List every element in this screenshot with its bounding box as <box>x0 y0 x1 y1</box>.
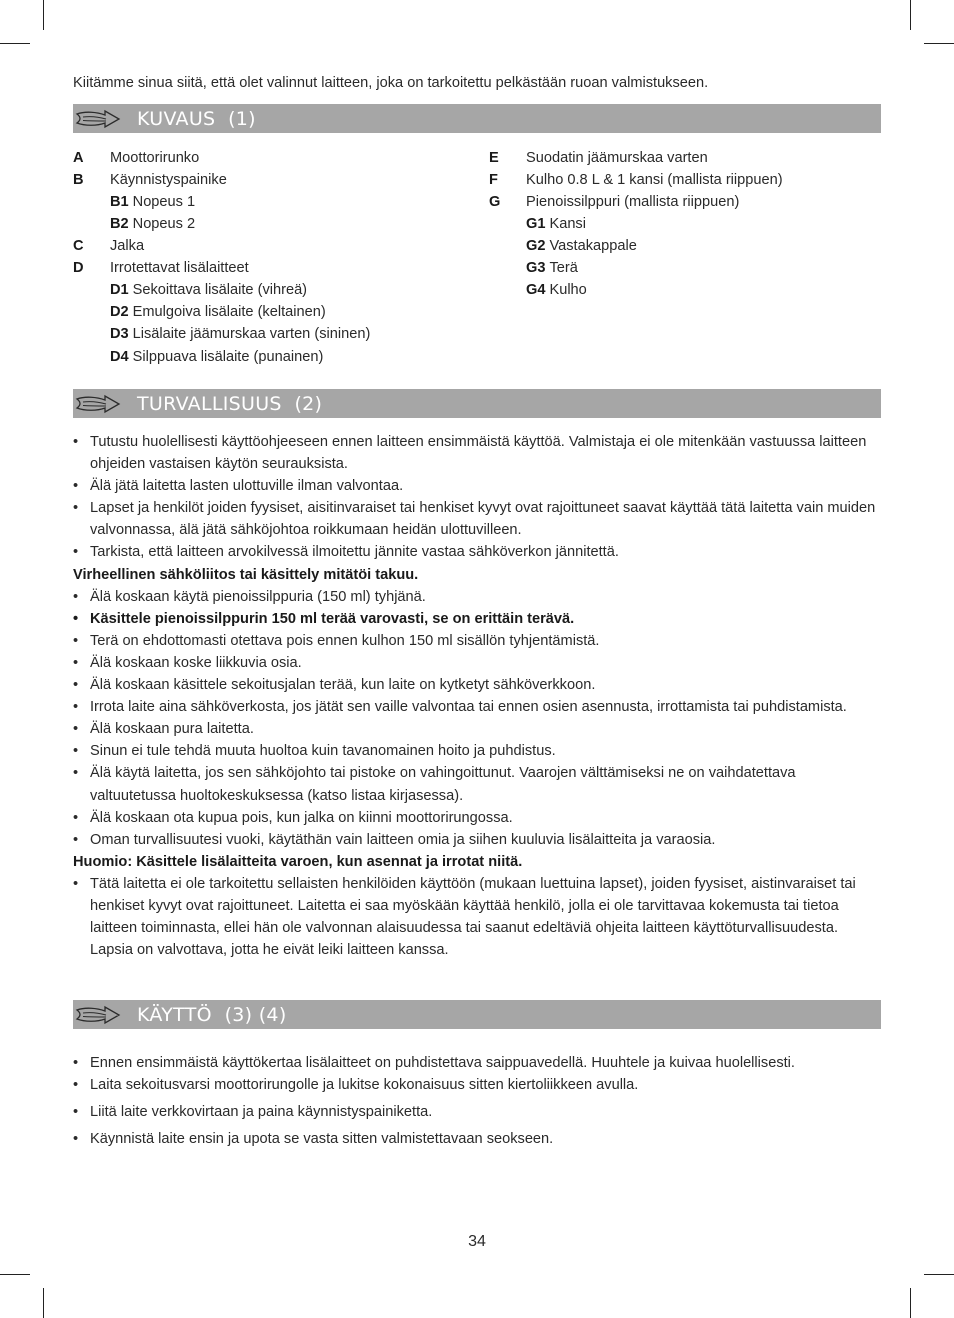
safety-note: Virheellinen sähköliitos tai käsittely mitätöi takuu. <box>73 566 419 583</box>
part-item <box>73 191 370 213</box>
part-subkey: D2 <box>110 304 129 320</box>
safety-item: • Terä on ehdottomasti otettava pois ennen kulhon 150 ml sisällön tyhjentämistä. <box>73 630 883 652</box>
part-label: Silppuava lisälaite (punainen) <box>132 348 324 365</box>
safety-item: • Älä koskaan pura laitetta. <box>73 718 883 740</box>
part-label: Vastakappale <box>549 238 637 254</box>
safety-item: • Tutustu huolellisesti käyttöohjeeseen ennen laitteen ensimmäistä käyttöä. Valmistaja ei ole mitenkään vastuussa laitteen ohjeiden vastaisen käytön seurauksista. <box>73 431 883 475</box>
arrow-hand-icon <box>75 1004 121 1026</box>
crop-mark <box>924 1274 954 1275</box>
part-item <box>73 346 370 369</box>
arrow-hand-icon <box>75 108 121 130</box>
safety-item: • Lapset ja henkilöt joiden fyysiset, aisitinvaraiset tai henkiset kyvyt ovat rajoittuneet saavat käyttää tätä laitetta vain muiden valvonnassa, älä jätä sähköjohtoa roikkumaan heidän ulottuvilleen. <box>73 497 883 541</box>
part-item <box>489 235 783 257</box>
part-subkey: G2 <box>526 238 546 254</box>
part-item <box>73 235 370 257</box>
safety-item: • Älä koskaan koske liikkuvia osia. <box>73 652 883 674</box>
section-header-usage <box>73 1000 881 1029</box>
part-subkey: D1 <box>110 282 129 298</box>
safety-item: • Älä käytä laitetta, jos sen sähköjohto tai pistoke on vahingoittunut. Vaarojen välttämiseksi ne on vaihdatettava valtuutetussa huoltokeskuksessa (katso listaa kirjasessa). <box>73 762 883 806</box>
crop-mark <box>43 1288 44 1318</box>
usage-item: • Käynnistä laite ensin ja upota se vasta sitten valmistettavaan seokseen. <box>73 1128 883 1150</box>
part-label: Emulgoiva lisälaite (keltainen) <box>132 304 326 320</box>
part-subkey: G1 <box>526 216 546 232</box>
part-label: Nopeus 2 <box>132 216 196 232</box>
part-label: Irrotettavat lisälaitteet <box>110 260 249 276</box>
parts-list-left <box>73 147 370 368</box>
part-key: G <box>489 194 501 210</box>
section-title: KUVAUS (1) <box>137 107 256 130</box>
crop-mark <box>0 43 30 44</box>
part-subkey: G4 <box>526 282 546 298</box>
part-label: Nopeus 1 <box>132 194 196 210</box>
part-key: E <box>489 150 499 166</box>
page-number: 34 <box>468 1233 486 1250</box>
crop-mark <box>910 0 911 30</box>
part-item <box>489 257 783 279</box>
safety-item: • Älä jätä laitetta lasten ulottuville ilman valvontaa. <box>73 475 883 497</box>
part-label: Kulho <box>549 282 587 298</box>
usage-item: • Liitä laite verkkovirtaan ja paina käynnistyspainiketta. <box>73 1101 883 1123</box>
part-item <box>489 213 783 235</box>
crop-mark <box>43 0 44 30</box>
part-item <box>73 279 370 301</box>
part-item <box>73 147 370 169</box>
safety-item: • Älä koskaan käytä pienoissilppuria (150 ml) tyhjänä. <box>73 586 883 608</box>
usage-list <box>73 1052 883 1150</box>
part-key: A <box>73 150 84 166</box>
part-label: Käynnistyspainike <box>110 172 227 188</box>
safety-item: • Oman turvallisuutesi vuoki, käytäthän vain laitteen omia ja siihen kuuluvia lisälaitteita ja varaosia. <box>73 829 883 851</box>
part-label: Kansi <box>549 216 586 232</box>
section-title: KÄYTTÖ (3) (4) <box>137 1003 287 1026</box>
parts-list-right <box>489 147 783 301</box>
part-label: Kulho 0.8 L & 1 kansi (mallista riippuen) <box>526 172 783 188</box>
crop-mark <box>910 1288 911 1318</box>
part-item <box>73 213 370 235</box>
part-subkey: B2 <box>110 216 129 232</box>
part-item <box>73 301 370 323</box>
part-item <box>73 323 370 346</box>
part-key: B <box>73 172 84 188</box>
section-header-description <box>73 104 881 133</box>
intro-text: Kiitämme sinua siitä, että olet valinnut laitteen, joka on tarkoitettu pelkästään ruoan valmistukseen. <box>73 75 709 91</box>
part-key: F <box>489 172 498 188</box>
part-label: Lisälaite jäämurskaa varten (sininen) <box>132 326 371 342</box>
part-item <box>489 147 783 169</box>
part-subkey: G3 <box>526 260 546 276</box>
part-subkey: D3 <box>110 326 129 342</box>
part-item <box>489 191 783 213</box>
arrow-hand-icon <box>75 393 121 415</box>
crop-mark <box>0 1274 30 1275</box>
safety-item: • Tarkista, että laitteen arvokilvessä ilmoitettu jännite vastaa sähköverkon jännitettä. <box>73 541 883 563</box>
part-item <box>73 169 370 191</box>
safety-item: • Käsittele pienoissilppurin 150 ml terää varovasti, se on erittäin terävä. <box>73 608 883 630</box>
safety-item: • Älä koskaan ota kupua pois, kun jalka on kiinni moottorirungossa. <box>73 807 883 829</box>
part-subkey: B1 <box>110 194 129 210</box>
safety-item: • Älä koskaan käsittele sekoitusjalan terää, kun laite on kytketyt sähköverkkoon. <box>73 674 883 696</box>
safety-item: • Sinun ei tule tehdä muuta huoltoa kuin tavanomainen hoito ja puhdistus. <box>73 740 883 762</box>
part-key: C <box>73 238 84 254</box>
part-label: Suodatin jäämurskaa varten <box>526 150 708 166</box>
part-label: Pienoissilppuri (mallista riippuen) <box>526 194 740 210</box>
part-key: D <box>73 260 84 276</box>
part-subkey: D4 <box>110 348 129 365</box>
safety-item: • Irrota laite aina sähköverkosta, jos jätät sen vaille valvontaa tai ennen osien asennusta, irrottamista tai puhdistamista. <box>73 696 883 718</box>
safety-note: Huomio: Käsittele lisälaitteita varoen, kun asennat ja irrotat niitä. <box>73 853 523 870</box>
part-label: Jalka <box>110 238 145 254</box>
part-item <box>489 169 783 191</box>
part-label: Sekoittava lisälaite (vihreä) <box>132 282 308 298</box>
part-label: Terä <box>549 260 578 276</box>
section-header-safety <box>73 389 881 418</box>
part-item <box>489 279 783 301</box>
part-item <box>73 257 370 279</box>
usage-item: • Ennen ensimmäistä käyttökertaa lisälaitteet on puhdistettava saippuavedellä. Huuhtele ja kuivaa huolellisesti. <box>73 1052 883 1074</box>
part-label: Moottorirunko <box>110 150 200 166</box>
crop-mark <box>924 43 954 44</box>
safety-item: • Tätä laitetta ei ole tarkoitettu sellaisten henkilöiden käyttöön (mukaan luettuina lapset), joiden fyysiset, aistinvaraiset tai henkiset kyvyt ovat rajoittuneet. Laitetta ei saa myöskään käyttää henkilö, jolla ei ole tarvittavaa kokemusta tai tietoa laitteen toiminnasta, ellei hän ole valvonnan alaisuudessa tai saanut edeltäviä ohjeita laitteen käyttöturvallisuudesta. Lapsia on valvottava, jotta he eivät leiki laitteen kanssa. <box>73 873 883 961</box>
section-title: TURVALLISUUS (2) <box>137 392 323 415</box>
usage-item: • Laita sekoitusvarsi moottorirungolle ja lukitse kokonaisuus sitten kiertoliikkeen avulla. <box>73 1074 883 1096</box>
safety-list <box>73 431 883 961</box>
